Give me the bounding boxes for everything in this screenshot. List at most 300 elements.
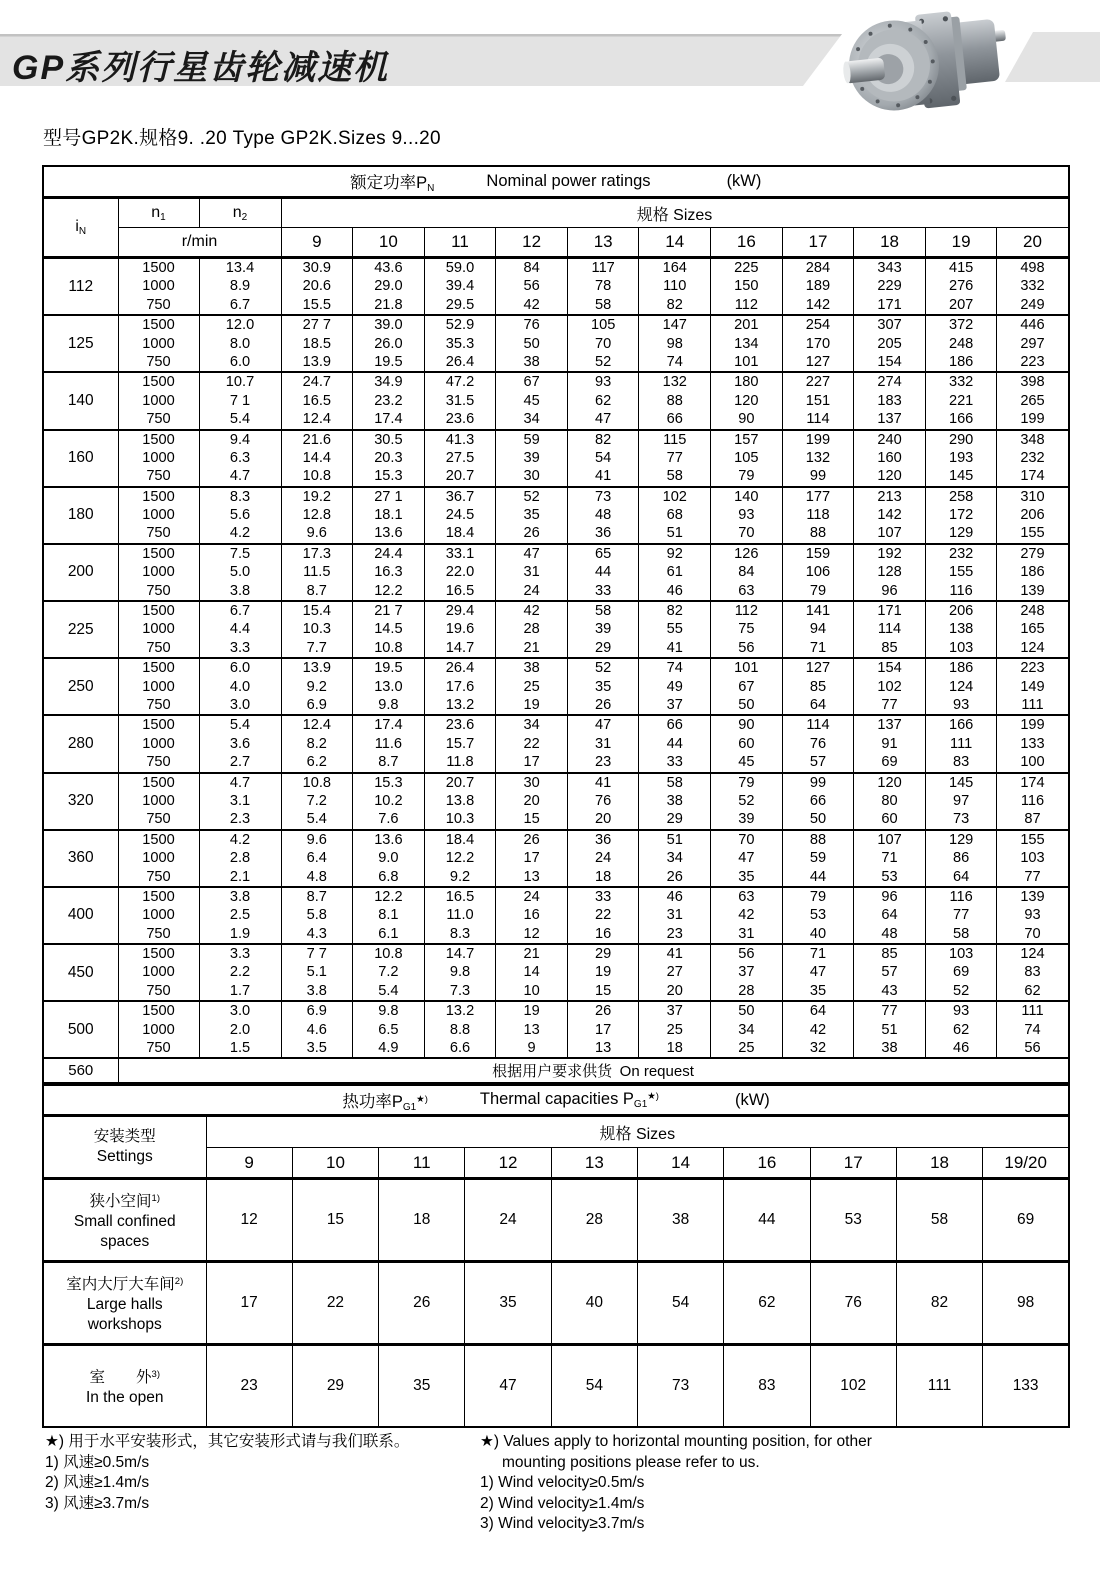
ratio-cell: 400 xyxy=(43,887,118,944)
power-value-cell xyxy=(424,658,496,715)
power-value: 18 xyxy=(666,1040,683,1057)
power-value: 30.5 xyxy=(374,431,403,448)
power-value: 24 xyxy=(523,582,540,599)
power-value: 4.9 xyxy=(378,1040,399,1057)
power-value: 44 xyxy=(809,868,827,885)
n1-value: 1500 xyxy=(142,774,175,791)
power-value: 14.5 xyxy=(374,621,403,638)
power-value: 53 xyxy=(809,907,827,924)
power-value: 3.8 xyxy=(306,982,327,999)
power-value: 74 xyxy=(1024,1021,1041,1038)
ratio-cell: 250 xyxy=(43,658,118,715)
power-value: 37 xyxy=(738,964,755,981)
power-value: 35 xyxy=(523,507,540,524)
power-value: 99 xyxy=(809,774,827,791)
n1-value: 750 xyxy=(146,754,171,771)
power-value: 34 xyxy=(666,850,683,867)
power-value: 55 xyxy=(666,621,683,638)
power-value: 74 xyxy=(666,353,683,370)
thermal-size-header-cell: 13 xyxy=(551,1148,637,1179)
thermal-sizes-label-cell: 规格 Sizes xyxy=(206,1116,1069,1148)
power-value-cell xyxy=(496,658,568,715)
power-value-cell xyxy=(353,430,425,487)
power-value: 65 xyxy=(595,545,612,562)
power-value: 38 xyxy=(666,792,683,809)
ratio-group-row xyxy=(43,830,1069,887)
power-value: 284 xyxy=(805,260,831,276)
power-value: 56 xyxy=(1024,1040,1041,1057)
power-value: 90 xyxy=(738,411,755,428)
power-value: 100 xyxy=(1020,754,1045,771)
n1-value: 1000 xyxy=(142,792,175,809)
power-value: 116 xyxy=(1020,792,1045,809)
power-value: 26.4 xyxy=(445,660,475,677)
power-value: 13.8 xyxy=(445,792,475,809)
power-value: 9.2 xyxy=(449,868,471,885)
power-value: 18.1 xyxy=(374,507,403,524)
ratio-cell: 320 xyxy=(43,773,118,830)
n1-value: 1000 xyxy=(142,392,175,409)
power-value: 88 xyxy=(809,831,827,848)
power-value: 46 xyxy=(666,888,683,905)
power-value: 13 xyxy=(523,868,540,885)
n1-value: 1500 xyxy=(142,831,175,848)
thermal-value-cell: 35 xyxy=(465,1262,551,1345)
power-value: 124 xyxy=(948,678,974,695)
ratio-group-row xyxy=(43,315,1069,372)
input-speed-cell xyxy=(118,944,199,1001)
input-speed-cell xyxy=(118,715,199,772)
n1-value: 1000 xyxy=(142,850,175,867)
power-value-cell xyxy=(854,315,926,372)
power-value-cell xyxy=(997,830,1069,887)
n2-value: 5.0 xyxy=(229,564,251,581)
power-value: 66 xyxy=(809,792,827,809)
n2-value: 1.9 xyxy=(229,925,251,942)
power-value: 98 xyxy=(666,335,683,352)
power-value: 84 xyxy=(738,564,755,581)
power-value: 101 xyxy=(734,353,759,370)
power-value: 38 xyxy=(523,353,540,370)
power-value: 76 xyxy=(595,792,612,809)
power-value-cell xyxy=(782,830,854,887)
output-speed-cell xyxy=(199,715,281,772)
power-value: 17 xyxy=(595,1021,612,1038)
n2-value: 4.2 xyxy=(229,831,251,848)
power-value-cell xyxy=(854,372,926,429)
power-value: 52 xyxy=(595,353,612,370)
output-speed-cell xyxy=(199,1001,281,1058)
power-value: 227 xyxy=(805,374,831,391)
power-value: 137 xyxy=(877,717,902,734)
power-value: 193 xyxy=(948,449,974,466)
power-value: 140 xyxy=(734,488,759,505)
power-value: 155 xyxy=(1020,525,1045,542)
ratio-cell: 180 xyxy=(43,487,118,544)
ratio-group-row xyxy=(43,1001,1069,1058)
power-value: 6.4 xyxy=(306,850,327,867)
power-value-cell xyxy=(567,258,639,316)
footnote-line-en: 3) Wind velocity≥3.7m/s xyxy=(480,1515,645,1532)
n1-value: 750 xyxy=(146,811,171,828)
power-value: 166 xyxy=(948,717,974,734)
power-value-cell xyxy=(424,544,496,601)
power-value: 82 xyxy=(666,296,683,313)
power-value: 73 xyxy=(595,488,612,505)
power-value: 64 xyxy=(953,868,970,885)
thermal-value-cell: 53 xyxy=(810,1179,896,1262)
power-value-cell xyxy=(424,887,496,944)
power-value: 28 xyxy=(738,982,755,999)
output-speed-cell xyxy=(199,258,281,316)
power-value: 54 xyxy=(595,449,612,466)
power-value: 26 xyxy=(523,525,540,542)
power-value: 166 xyxy=(948,411,974,428)
power-value-cell xyxy=(925,315,997,372)
ratio-cell: 140 xyxy=(43,372,118,429)
ratio-cell: 360 xyxy=(43,830,118,887)
power-value: 23.2 xyxy=(374,392,403,409)
n1-value: 750 xyxy=(146,353,171,370)
power-value: 35 xyxy=(809,982,827,999)
output-speed-cell xyxy=(199,887,281,944)
power-value: 50 xyxy=(738,1003,755,1020)
size-header-cell: 11 xyxy=(424,228,496,258)
input-speed-cell xyxy=(118,430,199,487)
power-value: 69 xyxy=(881,754,898,771)
power-value: 120 xyxy=(877,468,902,485)
footnote-line-en: mounting positions please refer to us. xyxy=(502,1453,760,1471)
size-header-cell: 18 xyxy=(854,228,926,258)
power-value-cell xyxy=(782,944,854,1001)
power-value-cell xyxy=(997,944,1069,1001)
n2-value: 4.4 xyxy=(229,621,251,638)
power-value-cell xyxy=(424,830,496,887)
power-value: 52 xyxy=(738,792,755,809)
power-value-cell xyxy=(496,1001,568,1058)
n1-value: 1000 xyxy=(142,278,175,295)
power-value-cell xyxy=(281,601,353,658)
power-value: 16 xyxy=(523,907,540,924)
power-value: 17 xyxy=(523,850,540,867)
power-value: 6.6 xyxy=(449,1040,471,1057)
power-value: 213 xyxy=(877,488,902,505)
footnote-line-en: 2) Wind velocity≥1.4m/s xyxy=(480,1494,645,1512)
power-value-cell xyxy=(496,830,568,887)
power-value: 115 xyxy=(663,431,687,448)
power-value: 165 xyxy=(1020,621,1045,638)
power-value: 101 xyxy=(734,660,759,677)
power-value: 20 xyxy=(595,811,612,828)
power-value: 16.5 xyxy=(302,392,331,409)
power-value: 141 xyxy=(805,603,831,620)
power-value: 24.7 xyxy=(302,374,331,391)
settings-label-cn: 安装类型 xyxy=(93,1128,156,1145)
power-value: 82 xyxy=(595,431,612,448)
power-value: 83 xyxy=(953,754,970,771)
thermal-capacities-table xyxy=(42,1084,1070,1428)
power-value-cell xyxy=(281,944,353,1001)
n1-value: 1000 xyxy=(142,735,175,752)
size-header-cell: 17 xyxy=(782,228,854,258)
power-value-cell xyxy=(711,487,783,544)
power-value: 290 xyxy=(948,431,974,448)
power-value: 7.2 xyxy=(378,964,399,981)
power-value: 12.2 xyxy=(374,582,403,599)
thermal-title-row xyxy=(43,1085,1069,1116)
n2-value: 2.2 xyxy=(229,964,251,981)
power-value: 71 xyxy=(809,946,827,963)
main-header-row-2 xyxy=(43,228,1069,258)
main-title-unit: (kW) xyxy=(726,172,762,190)
power-value: 93 xyxy=(1024,907,1041,924)
main-title-en: Nominal power ratings xyxy=(486,172,651,190)
power-value: 74 xyxy=(666,660,683,677)
power-value: 18.4 xyxy=(445,831,475,848)
power-value: 6.9 xyxy=(306,1003,327,1020)
power-value: 151 xyxy=(805,392,831,409)
power-value: 77 xyxy=(666,449,683,466)
power-value: 15.5 xyxy=(302,296,331,313)
thermal-value-cell: 83 xyxy=(724,1345,810,1428)
power-value: 66 xyxy=(666,717,683,734)
power-value: 9.8 xyxy=(378,696,399,713)
power-value: 66 xyxy=(666,411,683,428)
power-value: 82 xyxy=(666,603,683,620)
power-value-cell xyxy=(639,773,711,830)
power-value: 14.7 xyxy=(445,946,475,963)
power-value: 11.5 xyxy=(303,564,331,581)
power-value: 44 xyxy=(595,564,612,581)
power-value: 41 xyxy=(595,774,612,791)
footnote-line-en: 1) Wind velocity≥0.5m/s xyxy=(480,1474,645,1491)
power-value-cell xyxy=(925,601,997,658)
n1-value: 1500 xyxy=(142,660,175,677)
power-value: 52.9 xyxy=(445,317,475,334)
power-value: 67 xyxy=(738,678,755,695)
setting-label-cell xyxy=(43,1345,206,1428)
ratio-group-row xyxy=(43,887,1069,944)
power-value-cell xyxy=(711,658,783,715)
power-value: 77 xyxy=(881,1003,898,1020)
thermal-value-cell: 18 xyxy=(379,1179,465,1262)
power-value: 70 xyxy=(595,335,612,352)
power-value-cell xyxy=(567,430,639,487)
power-value-cell xyxy=(997,773,1069,830)
thermal-data-row xyxy=(43,1179,1069,1262)
power-value-cell xyxy=(496,315,568,372)
power-value: 30.9 xyxy=(302,260,331,276)
power-value: 10.8 xyxy=(374,946,403,963)
ratio-cell: 125 xyxy=(43,315,118,372)
power-value: 93 xyxy=(953,1003,970,1020)
power-value: 15.4 xyxy=(302,603,331,620)
output-speed-cell xyxy=(199,944,281,1001)
power-value-cell xyxy=(353,830,425,887)
n1-value: 750 xyxy=(146,639,171,656)
power-value: 17.3 xyxy=(302,545,331,562)
setting-label-en: spaces xyxy=(100,1232,150,1250)
power-value: 39.4 xyxy=(445,278,475,295)
thermal-table-body xyxy=(43,1085,1069,1427)
sizes-label-cell: 规格 Sizes xyxy=(281,198,1069,228)
power-value: 39 xyxy=(523,449,540,466)
power-value: 90 xyxy=(738,717,755,734)
thermal-value-cell: 28 xyxy=(551,1179,637,1262)
power-value-cell xyxy=(639,830,711,887)
thermal-value-cell: 62 xyxy=(724,1262,810,1345)
thermal-value-cell: 54 xyxy=(637,1262,723,1345)
power-value: 102 xyxy=(877,678,902,695)
power-value: 77 xyxy=(881,696,898,713)
gearbox-photo xyxy=(842,2,1017,124)
power-value: 7.7 xyxy=(306,639,327,656)
power-value-cell xyxy=(854,487,926,544)
power-value: 19.2 xyxy=(302,488,331,505)
power-value: 15.7 xyxy=(445,735,475,752)
power-value: 63 xyxy=(738,888,755,905)
power-value: 29 xyxy=(666,811,683,828)
power-value: 9.8 xyxy=(449,964,471,981)
footnotes-english xyxy=(480,1432,872,1535)
ratio-cell: 160 xyxy=(43,430,118,487)
power-value: 36 xyxy=(595,831,612,848)
power-value: 58 xyxy=(666,774,683,791)
power-value: 23.6 xyxy=(445,411,475,428)
power-value-cell xyxy=(711,887,783,944)
power-value: 279 xyxy=(1020,545,1045,562)
power-value: 85 xyxy=(881,639,898,656)
power-value: 206 xyxy=(1020,507,1045,524)
power-value: 53 xyxy=(881,868,898,885)
star-superscript: 3) xyxy=(151,1368,160,1380)
power-value: 164 xyxy=(662,260,687,276)
power-value: 265 xyxy=(1020,392,1045,409)
power-value: 32 xyxy=(809,1040,827,1057)
power-value: 13 xyxy=(595,1040,612,1057)
n2-value: 3.6 xyxy=(229,735,251,752)
power-value-cell xyxy=(782,601,854,658)
power-value: 25 xyxy=(666,1021,683,1038)
power-value: 70 xyxy=(738,831,755,848)
power-value: 154 xyxy=(877,353,902,370)
size-header-cell: 19 xyxy=(925,228,997,258)
power-value-cell xyxy=(782,715,854,772)
power-value-cell xyxy=(424,601,496,658)
power-value: 5.4 xyxy=(378,982,399,999)
power-value: 50 xyxy=(809,811,827,828)
power-value: 15.3 xyxy=(374,774,403,791)
power-value: 40 xyxy=(809,925,827,942)
thermal-value-cell: 24 xyxy=(465,1179,551,1262)
power-value: 27 xyxy=(666,964,683,981)
input-speed-cell xyxy=(118,658,199,715)
power-value: 186 xyxy=(1020,564,1045,581)
power-value-cell xyxy=(496,715,568,772)
output-speed-cell xyxy=(199,658,281,715)
subscript: N xyxy=(78,226,87,237)
n1-value: 1000 xyxy=(142,449,175,466)
power-value: 57 xyxy=(881,964,898,981)
power-value: 34 xyxy=(523,717,540,734)
power-value: 46 xyxy=(666,582,683,599)
power-value: 57 xyxy=(809,754,827,771)
power-value-cell xyxy=(925,830,997,887)
power-value: 16.3 xyxy=(374,564,403,581)
thermal-size-header-cell: 16 xyxy=(724,1148,810,1179)
power-value: 8.7 xyxy=(378,754,399,771)
thermal-size-header-cell: 9 xyxy=(206,1148,292,1179)
size-header-cell: 10 xyxy=(353,228,425,258)
power-value: 343 xyxy=(877,260,902,276)
power-value: 232 xyxy=(1020,449,1045,466)
power-value: 14.7 xyxy=(445,639,475,656)
power-value: 33 xyxy=(595,888,612,905)
power-value-cell xyxy=(782,887,854,944)
power-value: 18 xyxy=(595,868,612,885)
input-speed-cell xyxy=(118,1001,199,1058)
power-value: 124 xyxy=(1020,946,1045,963)
power-value-cell xyxy=(567,830,639,887)
input-speed-cell xyxy=(118,601,199,658)
power-value-cell xyxy=(496,372,568,429)
footnote-line-cn: ★) 用于水平安装形式，其它安装形式请与我们联系。 xyxy=(45,1433,410,1450)
power-value: 13 xyxy=(523,1021,540,1038)
power-value-cell xyxy=(925,944,997,1001)
power-value: 20 xyxy=(666,982,683,999)
power-value: 126 xyxy=(734,545,759,562)
power-value-cell xyxy=(281,487,353,544)
power-value: 10.8 xyxy=(302,774,331,791)
n1-value: 1000 xyxy=(142,335,175,352)
n1-value: 1500 xyxy=(142,374,175,391)
power-value: 62 xyxy=(953,1021,970,1038)
power-value: 21.8 xyxy=(374,296,403,313)
setting-label-cn: 狭小空间$^{1)}$ xyxy=(89,1192,160,1210)
gearbox-drawing xyxy=(842,6,1012,117)
power-value: 9.2 xyxy=(306,678,327,695)
power-value: 49 xyxy=(666,678,683,695)
power-value: 17.4 xyxy=(374,411,403,428)
thermal-value-cell: 35 xyxy=(379,1345,465,1428)
ratio-cell: 560 xyxy=(43,1058,118,1083)
power-value: 155 xyxy=(1020,831,1045,848)
power-value-cell xyxy=(353,1001,425,1058)
power-value: 229 xyxy=(877,278,902,295)
power-value: 170 xyxy=(805,335,831,352)
power-value: 99 xyxy=(809,468,827,485)
power-value: 35 xyxy=(738,868,755,885)
power-value: 127 xyxy=(805,353,831,370)
star-superscript: 1) xyxy=(151,1192,160,1204)
power-value: 117 xyxy=(591,260,615,276)
power-value: 415 xyxy=(948,260,974,276)
power-value: 64 xyxy=(809,696,827,713)
setting-label-en: In the open xyxy=(85,1388,164,1406)
n1-value: 750 xyxy=(146,411,171,428)
power-value-cell xyxy=(997,658,1069,715)
power-value: 201 xyxy=(734,317,759,334)
power-value-cell xyxy=(782,315,854,372)
power-value-cell xyxy=(925,430,997,487)
thermal-value-cell: 12 xyxy=(206,1179,292,1262)
power-value-cell xyxy=(424,944,496,1001)
power-value: 88 xyxy=(809,525,827,542)
power-value: 45 xyxy=(738,754,755,771)
power-value: 48 xyxy=(881,925,898,942)
power-value: 128 xyxy=(877,564,902,581)
power-value: 56 xyxy=(738,639,755,656)
